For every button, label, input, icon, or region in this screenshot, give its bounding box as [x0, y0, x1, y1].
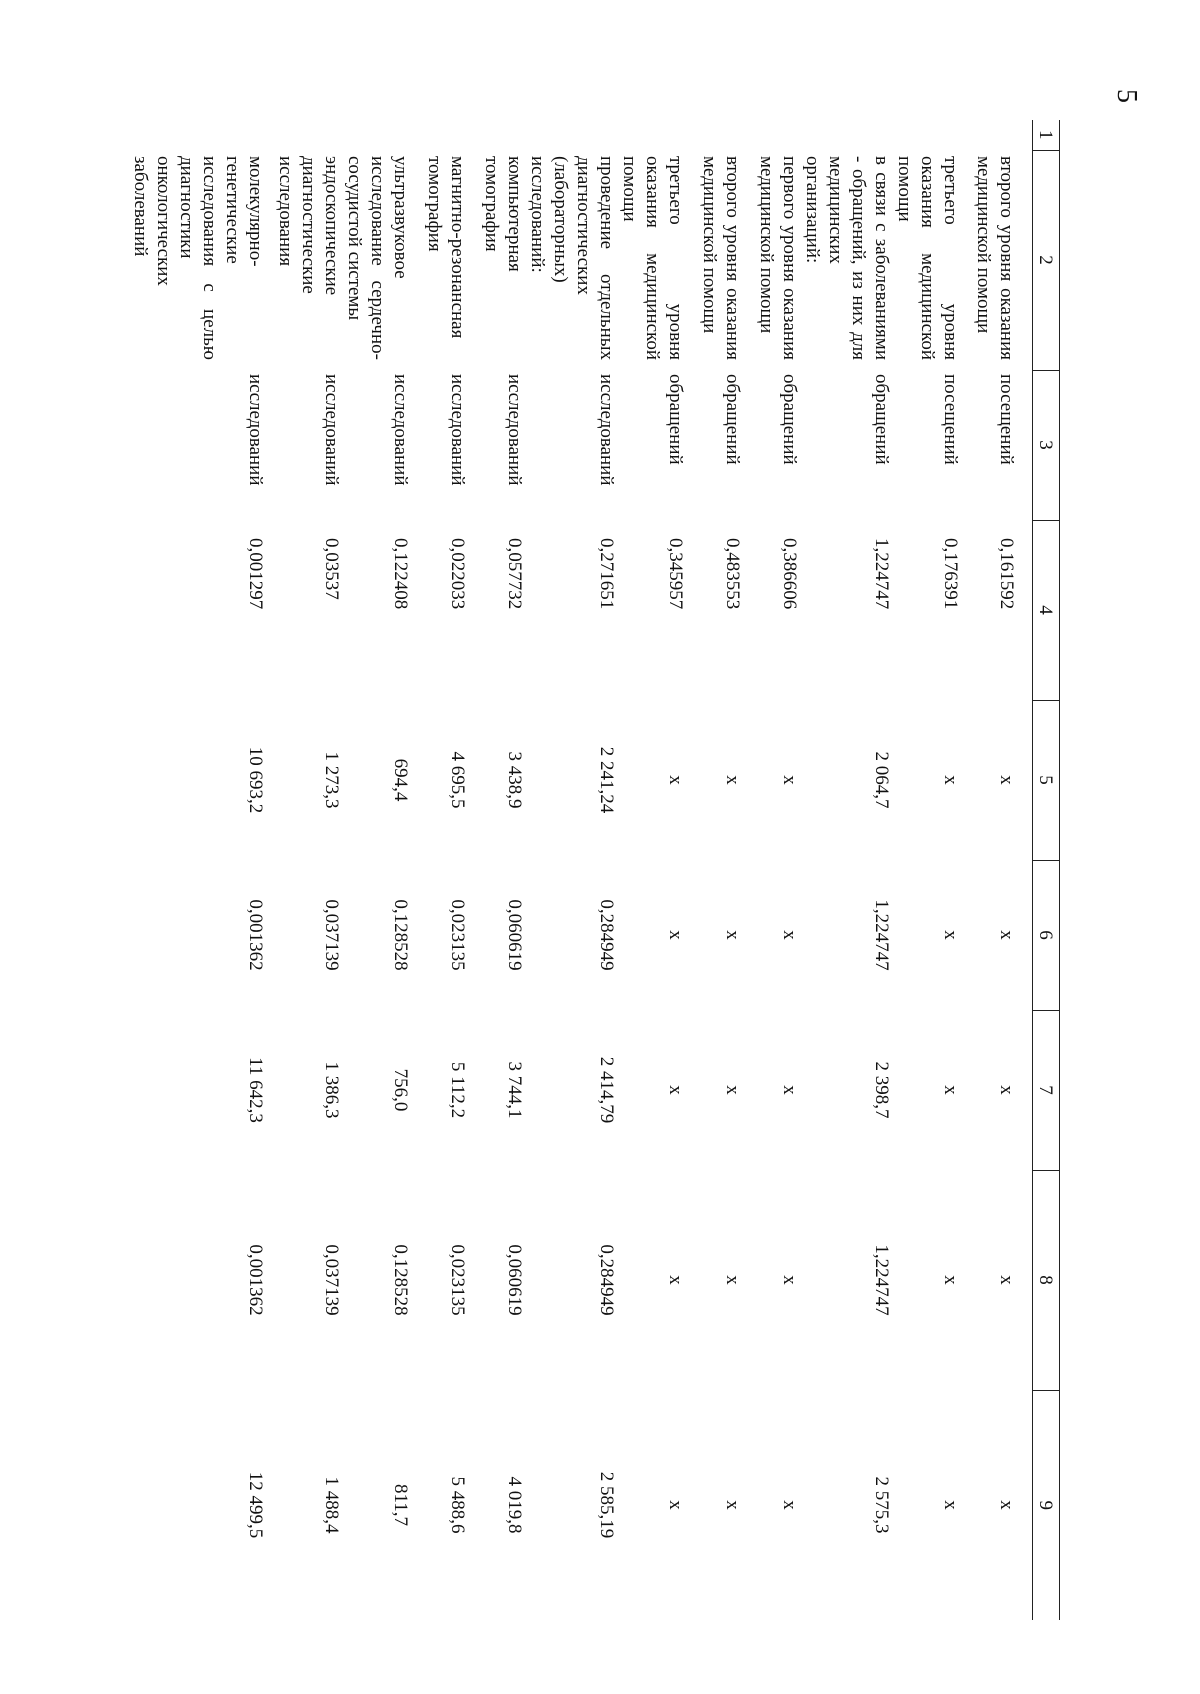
table-row — [893, 120, 962, 1620]
value-cell-5: 2 241,24 — [596, 746, 617, 814]
description-cell: второго уровня оказания медицинской помощи — [973, 156, 1017, 360]
description-cell: второго уровня оказания медицинской помощи — [699, 156, 743, 360]
value-cell-9: x — [665, 1500, 686, 1510]
value-cell-6: x — [779, 930, 800, 940]
row-number-cell — [687, 120, 744, 150]
row-number-cell — [526, 120, 618, 150]
description-cell: эндоскопические диагностические исследования — [275, 156, 342, 296]
value-cell-9: 811,7 — [390, 1483, 411, 1527]
row-number-cell — [129, 120, 267, 150]
value-cell-4: 0,057732 — [504, 538, 525, 610]
unit-cell: обращений — [665, 374, 686, 465]
value-cell-6: 0,284949 — [596, 899, 617, 971]
unit-cell: исследований — [447, 374, 468, 486]
value-cell-4: 1,224747 — [871, 538, 892, 610]
value-cell-9: x — [779, 1500, 800, 1510]
value-cell-9: 2 585,19 — [596, 1471, 617, 1539]
value-cell-7: x — [779, 1085, 800, 1095]
row-number-cell — [801, 120, 893, 150]
value-cell-6: 0,001362 — [245, 899, 266, 971]
unit-cell: обращений — [722, 374, 743, 465]
value-cell-9: x — [996, 1500, 1017, 1510]
row-number-cell — [962, 120, 1033, 150]
value-cell-8: 0,060619 — [504, 1244, 525, 1316]
value-cell-5: x — [940, 775, 961, 785]
value-cell-9: x — [940, 1500, 961, 1510]
table-row — [343, 120, 412, 1620]
table-header-row — [1033, 120, 1060, 1620]
row-number-cell — [744, 120, 801, 150]
value-cell-4: 0,483553 — [722, 538, 743, 610]
unit-cell: посещений — [996, 374, 1017, 465]
description-cell: магнитно-резонансная томография — [424, 156, 468, 339]
value-cell-5: 3 438,9 — [504, 751, 525, 809]
rotated-table-sheet — [130, 120, 1060, 1620]
row-number-cell — [893, 120, 962, 150]
column-header-6: 6 — [1033, 860, 1060, 1010]
description-cell: третьего уровня оказания медицинской помощи — [619, 156, 686, 360]
value-cell-8: x — [940, 1275, 961, 1285]
value-cell-7: 756,0 — [390, 1068, 411, 1112]
value-cell-5: 694,4 — [390, 758, 411, 802]
value-cell-4: 0,161592 — [996, 538, 1017, 610]
value-cell-6: 0,037139 — [321, 899, 342, 971]
value-cell-7: x — [722, 1085, 743, 1095]
value-cell-6: x — [722, 930, 743, 940]
description-cell: ультразвуковое исследование сердечно-сосудистой системы — [344, 156, 411, 360]
value-cell-5: 2 064,7 — [871, 751, 892, 809]
description-cell: третьего уровня оказания медицинской помощи — [894, 156, 961, 360]
value-cell-7: x — [940, 1085, 961, 1095]
value-cell-7: x — [996, 1085, 1017, 1095]
value-cell-6: x — [996, 930, 1017, 940]
value-cell-8: 0,128528 — [390, 1244, 411, 1316]
value-cell-8: x — [665, 1275, 686, 1285]
value-cell-7: 5 112,2 — [447, 1061, 468, 1119]
table-row — [412, 120, 469, 1620]
column-header-8: 8 — [1033, 1170, 1060, 1390]
value-cell-6: 1,224747 — [871, 899, 892, 971]
value-cell-8: 0,023135 — [447, 1244, 468, 1316]
value-cell-5: 4 695,5 — [447, 751, 468, 809]
value-cell-9: 2 575,3 — [871, 1476, 892, 1534]
data-table — [129, 120, 1060, 1620]
column-header-3: 3 — [1033, 370, 1060, 520]
value-cell-7: 1 386,3 — [321, 1061, 342, 1119]
table-row — [469, 120, 526, 1620]
value-cell-4: 0,345957 — [665, 538, 686, 610]
value-cell-7: 11 642,3 — [245, 1057, 266, 1123]
row-number-cell — [343, 120, 412, 150]
table-row — [962, 120, 1033, 1620]
value-cell-4: 0,122408 — [390, 538, 411, 610]
value-cell-8: x — [779, 1275, 800, 1285]
value-cell-6: 0,060619 — [504, 899, 525, 971]
description-cell: молекулярно-генетические исследования с целью диагностики онкологических заболеваний — [130, 156, 266, 360]
value-cell-5: x — [665, 775, 686, 785]
value-cell-6: x — [665, 930, 686, 940]
value-cell-4: 0,022033 — [447, 538, 468, 610]
value-cell-7: 3 744,1 — [504, 1061, 525, 1119]
value-cell-5: x — [722, 775, 743, 785]
unit-cell: обращений — [871, 374, 892, 465]
unit-cell: исследований — [390, 374, 411, 486]
row-number-cell — [267, 120, 343, 150]
value-cell-4: 0,271651 — [596, 538, 617, 610]
value-cell-9: 4 019,8 — [504, 1476, 525, 1534]
value-cell-6: 0,128528 — [390, 899, 411, 971]
value-cell-5: x — [779, 775, 800, 785]
table-row — [744, 120, 801, 1620]
description-cell: в связи с заболеваниями - обращений, из них для медицинских организаций: — [802, 156, 892, 360]
value-cell-8: 0,284949 — [596, 1244, 617, 1316]
value-cell-7: 2 398,7 — [871, 1061, 892, 1119]
value-cell-4: 0,386606 — [779, 538, 800, 610]
unit-cell: обращений — [779, 374, 800, 465]
description-cell: первого уровня оказания медицинской помощи — [756, 156, 800, 360]
table-row — [618, 120, 687, 1620]
unit-cell: исследований — [504, 374, 525, 486]
table-row — [526, 120, 618, 1620]
value-cell-9: x — [722, 1500, 743, 1510]
description-cell: проведение отдельных диагностических (лабораторных) исследований: — [527, 156, 617, 360]
page-number: 5 — [1111, 89, 1142, 103]
unit-cell: посещений — [940, 374, 961, 465]
table-row — [267, 120, 343, 1620]
unit-cell: исследований — [596, 374, 617, 486]
value-cell-4: 0,03537 — [321, 538, 342, 600]
column-header-4: 4 — [1033, 520, 1060, 700]
value-cell-7: 2 414,79 — [596, 1056, 617, 1124]
value-cell-5: x — [996, 775, 1017, 785]
value-cell-8: 0,037139 — [321, 1244, 342, 1316]
value-cell-9: 12 499,5 — [245, 1471, 266, 1539]
value-cell-8: x — [722, 1275, 743, 1285]
table-row — [801, 120, 893, 1620]
value-cell-4: 0,176391 — [940, 538, 961, 610]
value-cell-8: 1,224747 — [871, 1244, 892, 1316]
description-cell: компьютерная томография — [481, 156, 525, 272]
row-number-cell — [412, 120, 469, 150]
column-header-9: 9 — [1033, 1390, 1060, 1620]
value-cell-5: 10 693,2 — [245, 746, 266, 814]
value-cell-7: x — [665, 1085, 686, 1095]
value-cell-6: x — [940, 930, 961, 940]
column-header-2: 2 — [1033, 150, 1060, 370]
table-row — [687, 120, 744, 1620]
value-cell-9: 1 488,4 — [321, 1476, 342, 1534]
value-cell-6: 0,023135 — [447, 899, 468, 971]
column-header-5: 5 — [1033, 700, 1060, 860]
unit-cell: исследований — [321, 374, 342, 486]
unit-cell: исследований — [245, 374, 266, 486]
value-cell-9: 5 488,6 — [447, 1476, 468, 1534]
value-cell-4: 0,001297 — [245, 538, 266, 610]
column-header-7: 7 — [1033, 1010, 1060, 1170]
value-cell-8: x — [996, 1275, 1017, 1285]
table-row — [129, 120, 267, 1620]
value-cell-8: 0,001362 — [245, 1244, 266, 1316]
value-cell-5: 1 273,3 — [321, 751, 342, 809]
column-header-1: 1 — [1033, 120, 1060, 150]
row-number-cell — [618, 120, 687, 150]
row-number-cell — [469, 120, 526, 150]
